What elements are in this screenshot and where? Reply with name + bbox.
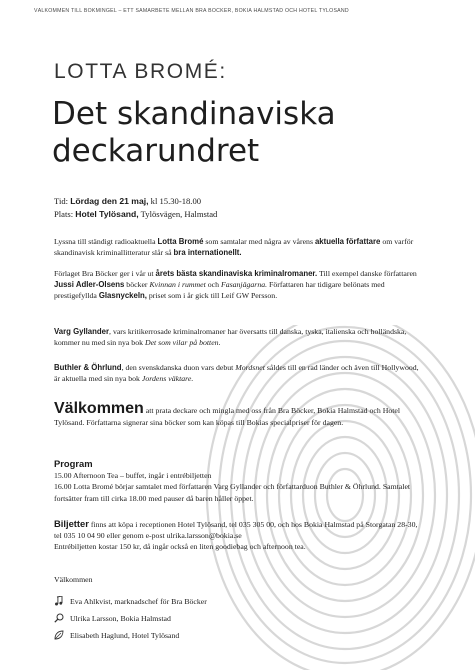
tickets-paragraph: Biljetter finns att köpa i receptionen Hotel Tylösand, tel 035 305 00, och hos Bokia Halmstad på Storgatan 28-30, tel 035 10 04 90 eller genom e-post ulrika.larsson@bokia.se Entrébiljetten kostar 150 kr, då ingår också en liten goodiebag och afternoon tea. bbox=[54, 518, 418, 552]
signer-row bbox=[54, 630, 179, 640]
leaf-icon bbox=[54, 630, 64, 640]
header-strip: VÄLKOMMEN TILL BOKMINGEL – ETT SAMARBETE MELLAN BRA BÖCKER, BOKIA HALMSTAD OCH HOTEL TYLÖSAND bbox=[34, 8, 349, 14]
time-value: Lördag den 21 maj, bbox=[70, 196, 149, 206]
title-line-2: deckarundret bbox=[52, 133, 260, 169]
place-label: Plats: bbox=[54, 209, 74, 219]
place-rest: Tylösvägen, Halmstad bbox=[140, 209, 218, 219]
intro-paragraph: Lyssna till ständigt radioaktuella Lotta Bromé som samtalar med några av vårens aktuella författare om varför skandinavisk kriminallitteratur slår så bra internationellt. bbox=[54, 237, 414, 258]
closing-greeting: Välkommen bbox=[54, 575, 93, 584]
magnifier-icon bbox=[54, 613, 64, 623]
signer-row bbox=[54, 596, 207, 606]
event-place bbox=[54, 208, 217, 221]
signer-name: Elisabeth Haglund, Hotel Tylösand bbox=[70, 630, 180, 640]
gyllander-paragraph: Varg Gyllander, vars kritikerrosade kriminalromaner har översatts till danska, tyska, italienska och holländska, kommer nu med sin nya bok Det som vilar på botten. bbox=[54, 327, 407, 348]
signer-name: Eva Ahlkvist, marknadschef för Bra Böcker bbox=[70, 596, 207, 606]
program-item: 15.00 Afternoon Tea – buffet, ingår i entrébiljetten bbox=[54, 471, 212, 481]
music-note-icon bbox=[54, 596, 64, 606]
publisher-paragraph: Förlaget Bra Böcker ger i vår ut årets bästa skandinaviska kriminalromaner. Till exempel danske författaren Jussi Adler-Olsens böcker Kvinnan i rummet och Fasanjägarna. Författaren har tidigare belönats med prestigefyllda Glasnyckeln, priset som i år gick till Leif GW Persson. bbox=[54, 269, 417, 301]
event-time bbox=[54, 195, 217, 208]
title-line-1: Det skandinaviska bbox=[52, 96, 336, 132]
buthler-paragraph: Buthler & Öhrlund, den svenskdanska duon vars debut Mordsnet såldes till en rad länder och även till Hollywood, är aktuella med sin nya bok Jordens väktare. bbox=[54, 363, 419, 384]
event-details bbox=[54, 195, 217, 221]
author-name: LOTTA BROMÉ: bbox=[54, 60, 227, 83]
time-rest: kl 15.30-18.00 bbox=[150, 196, 202, 206]
signer-row bbox=[54, 613, 171, 623]
program-section bbox=[54, 458, 426, 504]
program-heading: Program bbox=[54, 458, 93, 469]
program-item: 16.00 Lotta Bromé börjar samtalet med författaren Varg Gyllander och författarduon Buthler & Öhrlund. Samtalet fortsätter fram till cirka 18.00 med pauser då baren håller öppet. bbox=[54, 482, 411, 503]
welcome-paragraph: Välkommen att prata deckare och mingla med oss från Bra Böcker, Bokia Halmstad och Hotel Tylösand. Författarna signerar sina böcker som kan köpas till Bokias specialpriser för dagen. bbox=[54, 400, 401, 427]
signer-name: Ulrika Larsson, Bokia Halmstad bbox=[70, 613, 171, 623]
time-label: Tid: bbox=[54, 196, 69, 206]
page-title bbox=[52, 96, 452, 170]
place-value: Hotel Tylösand, bbox=[75, 209, 139, 219]
